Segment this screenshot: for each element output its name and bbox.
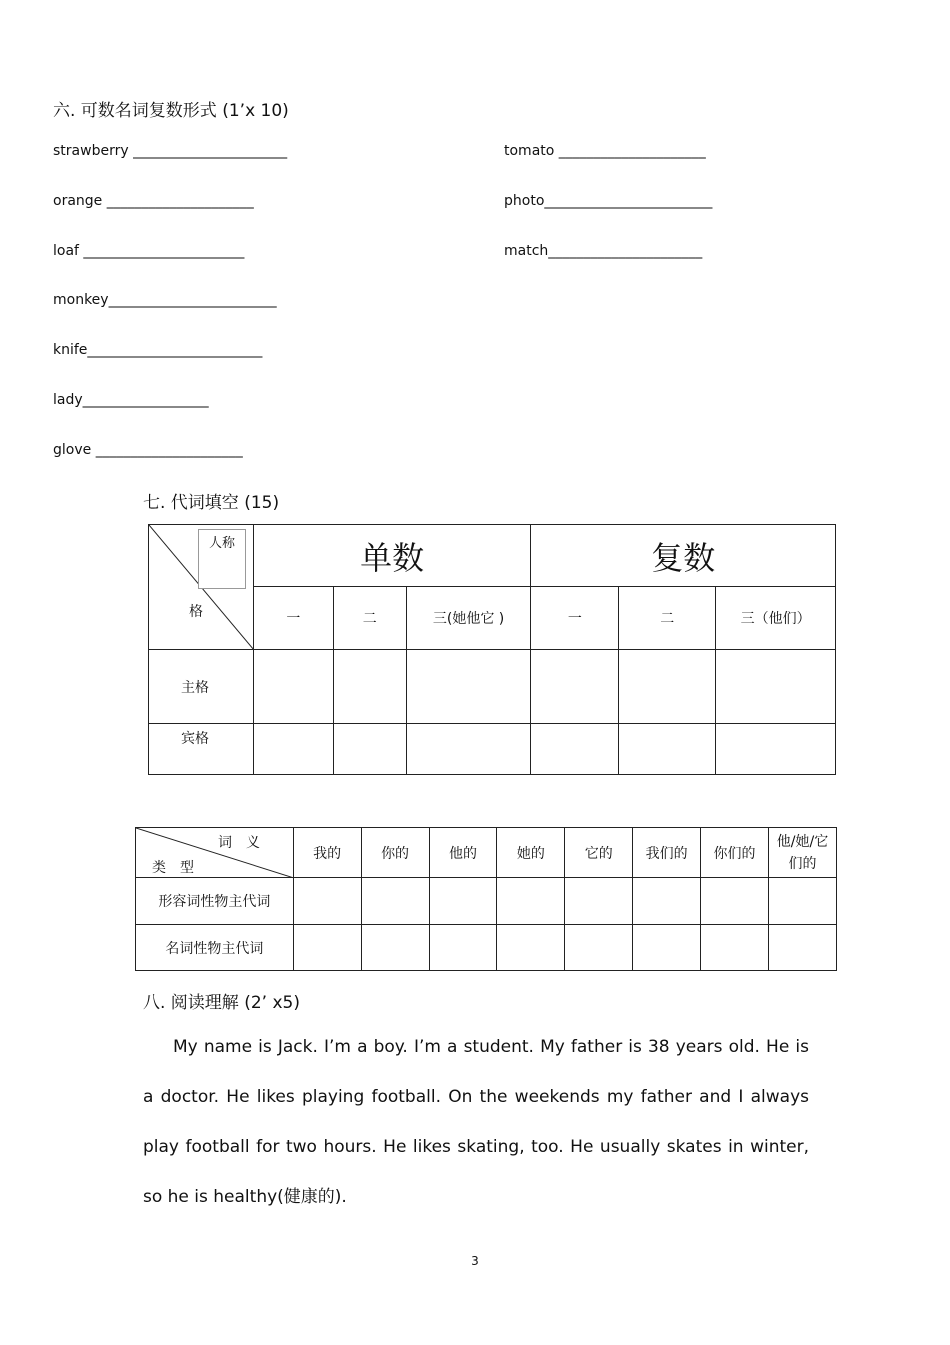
plural-item-match: match______________________ bbox=[504, 243, 703, 259]
blank-cell[interactable] bbox=[768, 878, 836, 925]
blank-cell[interactable] bbox=[531, 724, 619, 775]
plural-item-knife: knife_________________________ bbox=[53, 342, 263, 358]
blank-cell[interactable] bbox=[333, 650, 406, 724]
header-my: 我的 bbox=[293, 828, 361, 878]
blank-cell[interactable] bbox=[361, 878, 429, 925]
section-7-title: 七. 代词填空 (15) bbox=[143, 493, 280, 513]
blank-cell[interactable] bbox=[253, 650, 333, 724]
row-label-noun-possessive: 名词性物主代词 bbox=[136, 925, 294, 971]
blank-cell[interactable] bbox=[633, 925, 701, 971]
blank-cell[interactable] bbox=[701, 925, 769, 971]
blank-cell[interactable] bbox=[429, 925, 497, 971]
reading-passage bbox=[143, 1022, 809, 1222]
person-third-singular: 三(她他它 ) bbox=[406, 587, 531, 650]
header-our: 我们的 bbox=[633, 828, 701, 878]
header-singular: 单数 bbox=[253, 525, 531, 587]
blank-cell[interactable] bbox=[293, 878, 361, 925]
blank-cell[interactable] bbox=[565, 878, 633, 925]
possessive-table-corner bbox=[136, 828, 294, 878]
blank-cell[interactable] bbox=[497, 925, 565, 971]
row-label-subject: 主格 bbox=[149, 650, 254, 724]
plural-item-photo: photo________________________ bbox=[504, 193, 713, 209]
blank-cell[interactable] bbox=[633, 878, 701, 925]
header-your: 你的 bbox=[361, 828, 429, 878]
person-second-singular: 二 bbox=[333, 587, 406, 650]
blank-cell[interactable] bbox=[701, 878, 769, 925]
blank-cell[interactable] bbox=[361, 925, 429, 971]
blank-cell[interactable] bbox=[497, 878, 565, 925]
header-your-plural: 你们的 bbox=[701, 828, 769, 878]
blank-cell[interactable] bbox=[619, 650, 716, 724]
plural-item-loaf: loaf _______________________ bbox=[53, 243, 245, 259]
row-label-adjective-possessive: 形容词性物主代词 bbox=[136, 878, 294, 925]
header-plural: 复数 bbox=[531, 525, 836, 587]
blank-cell[interactable] bbox=[406, 724, 531, 775]
blank-cell[interactable] bbox=[716, 724, 836, 775]
header-his: 他的 bbox=[429, 828, 497, 878]
blank-cell[interactable] bbox=[293, 925, 361, 971]
header-their: 他/她/它们的 bbox=[768, 828, 836, 878]
blank-cell[interactable] bbox=[565, 925, 633, 971]
section-6-title: 六. 可数名词复数形式 (1’x 10) bbox=[53, 101, 289, 121]
pronoun-table bbox=[148, 524, 836, 775]
row-label-object: 宾格 bbox=[149, 724, 254, 775]
blank-cell[interactable] bbox=[768, 925, 836, 971]
person-third-plural: 三（他们） bbox=[716, 587, 836, 650]
blank-cell[interactable] bbox=[253, 724, 333, 775]
corner-label-case: 格 bbox=[189, 604, 203, 620]
plural-item-lady: lady__________________ bbox=[53, 392, 209, 408]
possessive-table bbox=[135, 827, 837, 971]
plural-item-tomato: tomato _____________________ bbox=[504, 143, 706, 159]
blank-cell[interactable] bbox=[531, 650, 619, 724]
person-first-singular: 一 bbox=[253, 587, 333, 650]
corner-label-person: 人称 bbox=[198, 529, 246, 589]
blank-cell[interactable] bbox=[429, 878, 497, 925]
header-her: 她的 bbox=[497, 828, 565, 878]
reading-paragraph: My name is Jack. I’m a boy. I’m a student. My father is 38 years old. He is a doctor. He likes playing football. On the weekends my father and I always play football for two hours. He likes skating, too. He usually skates in winter, so he is healthy(健康的). bbox=[143, 1037, 809, 1207]
plural-item-orange: orange _____________________ bbox=[53, 193, 254, 209]
section-8-title: 八. 阅读理解 (2’ x5) bbox=[143, 993, 300, 1013]
plural-item-strawberry: strawberry ______________________ bbox=[53, 143, 288, 159]
pronoun-table-corner bbox=[149, 525, 254, 650]
person-first-plural: 一 bbox=[531, 587, 619, 650]
plural-item-glove: glove _____________________ bbox=[53, 442, 243, 458]
header-its: 它的 bbox=[565, 828, 633, 878]
blank-cell[interactable] bbox=[716, 650, 836, 724]
plural-item-monkey: monkey________________________ bbox=[53, 292, 277, 308]
blank-cell[interactable] bbox=[406, 650, 531, 724]
corner-label-meaning: 词 义 bbox=[218, 835, 260, 851]
corner-label-type: 类 型 bbox=[152, 860, 194, 876]
blank-cell[interactable] bbox=[333, 724, 406, 775]
person-second-plural: 二 bbox=[619, 587, 716, 650]
blank-cell[interactable] bbox=[619, 724, 716, 775]
page-number: 3 bbox=[471, 1254, 479, 1268]
